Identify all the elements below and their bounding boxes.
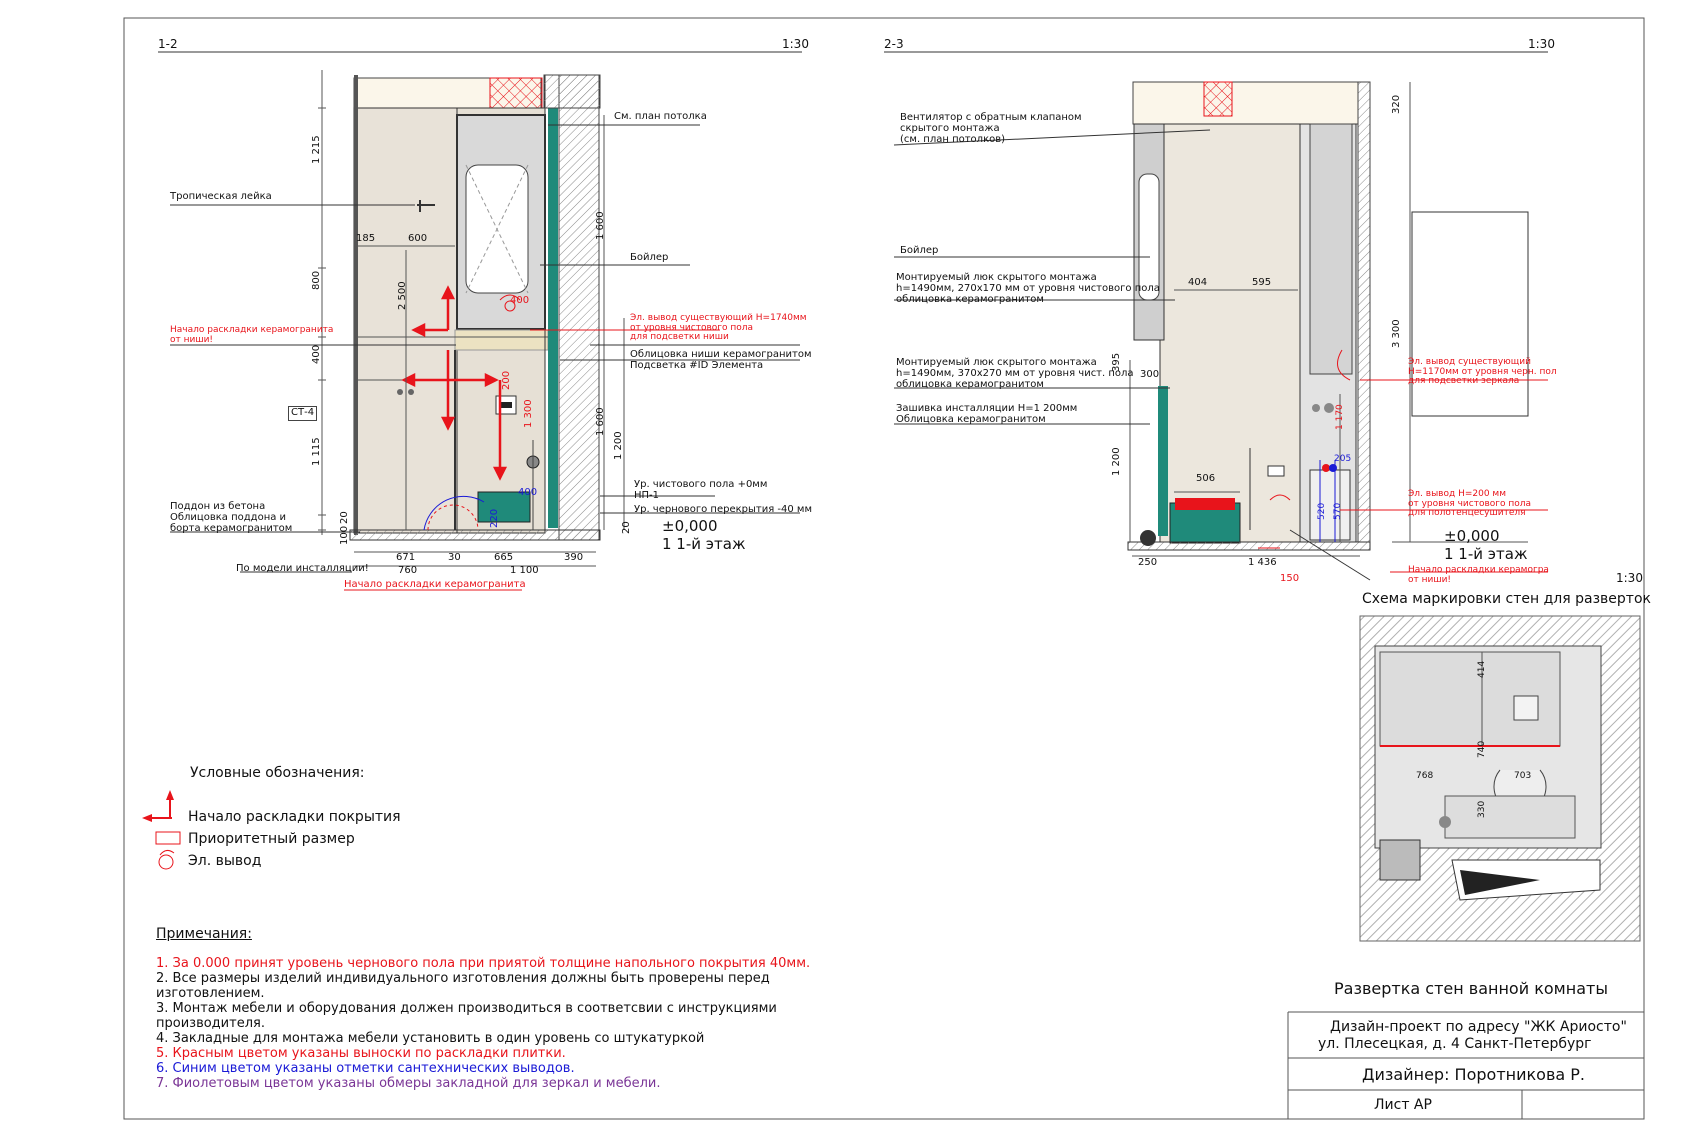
project-line-2: ул. Плесецкая, д. 4 Санкт-Петербург — [1318, 1036, 1592, 1052]
sheet-title: Развертка стен ванной комнаты — [1334, 979, 1608, 998]
note-item: 6. Синим цветом указаны отметки сантехнических выводов. — [156, 1061, 575, 1076]
dim-20b: 20 — [621, 521, 632, 534]
dim-1200: 1 200 — [613, 431, 624, 460]
dim-1600b: 1 600 — [595, 407, 606, 436]
legend-title: Условные обозначения: — [190, 765, 365, 781]
label-installation: Зашивка инсталляции Н=1 200мм Облицовка керамогранитом — [896, 403, 1078, 425]
note-item: 7. Фиолетовым цветом указаны обмеры закладной для зеркал и мебели. — [156, 1076, 661, 1091]
dim-414: 414 — [1477, 660, 1487, 678]
dim-200: 200 — [501, 370, 512, 390]
dim-1300: 1 300 — [523, 399, 534, 428]
label-floor-1-left: 1 1-й этаж — [662, 535, 746, 553]
label-tropical-shower: Тропическая лейка — [170, 191, 272, 202]
dim-185: 185 — [356, 233, 376, 244]
dim-600: 600 — [408, 233, 428, 244]
sheet-number: Лист АР — [1374, 1097, 1432, 1113]
label-boiler-left: Бойлер — [630, 252, 669, 263]
note-item: 2. Все размеры изделий индивидуального изготовления должны быть проверены перед изготовлением. — [156, 971, 770, 1001]
dim-150: 150 — [1280, 573, 1300, 584]
note-item: 4. Закладные для монтажа мебели установить в один уровень со штукатуркой — [156, 1031, 705, 1046]
scale-left: 1:30 — [782, 37, 809, 51]
label-floor-1-right: 1 1-й этаж — [1444, 545, 1528, 563]
label-fan: Вентилятор с обратным клапаном скрытого монтажа (см. план потолков) — [900, 112, 1082, 145]
project-line-1: Дизайн-проект по адресу "ЖК Ариосто" — [1330, 1019, 1627, 1035]
note-item: 3. Монтаж мебели и оборудования должен производиться в соответсвии с инструкциями производителя. — [156, 1001, 777, 1031]
legend-layout-start: Начало раскладки покрытия — [188, 809, 401, 825]
dim-390: 390 — [564, 552, 584, 563]
label-zero-left: ±0,000 — [662, 517, 718, 535]
label-tray: Поддон из бетона Облицовка поддона и борта керамогранитом — [170, 501, 293, 534]
dim-30: 30 — [448, 552, 461, 563]
note-item: 5. Красным цветом указаны выноски по раскладки плитки. — [156, 1046, 566, 1061]
dim-300: 300 — [1140, 369, 1160, 380]
note-item: 1. За 0.000 принят уровень чернового пола при приятой толщине напольного покрытия 40мм. — [156, 956, 811, 971]
label-tile-start-niche: Начало раскладки керамогранита от ниши! — [170, 325, 334, 345]
dim-220: 220 — [489, 508, 500, 528]
label-ct4: СТ-4 — [288, 406, 317, 421]
label-el-mirror: Эл. вывод существующий Н=1170мм от уровня черн. пол для подсветки зеркала — [1408, 357, 1557, 387]
dim-1600a: 1 600 — [595, 211, 606, 240]
dim-330: 330 — [1477, 800, 1487, 818]
dim-703: 703 — [1514, 771, 1532, 781]
dim-800: 800 — [311, 270, 322, 290]
dim-400-blue: 400 — [518, 487, 538, 498]
dim-20: 20 — [339, 511, 350, 524]
dim-400: 400 — [311, 344, 322, 364]
dim-205: 205 — [1334, 454, 1352, 464]
label-floor-finish: Ур. чистового пола +0мм НП-1 — [634, 479, 768, 501]
dim-1215: 1 215 — [311, 135, 322, 164]
dim-1200-right: 1 200 — [1111, 447, 1122, 476]
dim-595: 595 — [1252, 277, 1272, 288]
dim-760: 760 — [398, 565, 418, 576]
label-el-towel: Эл. вывод Н=200 мм от уровня чистового пола для полотенцесушителя — [1408, 489, 1532, 519]
section-label-left: 1-2 — [158, 37, 178, 51]
scheme-title: Схема маркировки стен для разверток — [1362, 591, 1651, 607]
dim-404: 404 — [1188, 277, 1208, 288]
label-hatch-2: Монтируемый люк скрытого монтажа h=1490мм, 370х270 мм от уровня чист. пола облицовка керамогранитом — [896, 357, 1134, 390]
notes-title: Примечания: — [156, 926, 252, 942]
legend-el-outlet: Эл. вывод — [188, 853, 262, 869]
scale-scheme: 1:30 — [1616, 571, 1643, 585]
dim-1100: 1 100 — [510, 565, 539, 576]
label-hatch-1: Монтируемый люк скрытого монтажа h=1490мм, 270х170 мм от уровня чистового пола облицовка керамогранитом — [896, 272, 1160, 305]
dim-3300: 3 300 — [1391, 319, 1402, 348]
dim-1436: 1 436 — [1248, 557, 1277, 568]
dim-250: 250 — [1138, 557, 1158, 568]
dim-100: 100 — [339, 525, 350, 545]
dim-665: 665 — [494, 552, 514, 563]
label-niche-cladding: Облицовка ниши керамогранитом Подсветка #ID Элемента — [630, 349, 812, 371]
dim-1115: 1 115 — [311, 437, 322, 466]
designer: Дизайнер: Поротникова Р. — [1362, 1065, 1585, 1084]
dim-395: 395 — [1111, 352, 1122, 372]
dim-506: 506 — [1196, 473, 1216, 484]
dim-400-red: 400 — [510, 295, 530, 306]
dim-768: 768 — [1416, 771, 1434, 781]
scale-right: 1:30 — [1528, 37, 1555, 51]
label-tile-start-right: Начало раскладки керамогра от ниши! — [1408, 565, 1549, 585]
dim-520: 520 — [1317, 502, 1327, 520]
label-zero-right: ±0,000 — [1444, 527, 1500, 545]
dim-570: 570 — [1333, 502, 1343, 520]
section-label-right: 2-3 — [884, 37, 904, 51]
dim-320: 320 — [1391, 94, 1402, 114]
label-installation-model: По модели инсталляции! — [236, 563, 369, 574]
wall-marking-scheme — [1360, 616, 1640, 941]
label-boiler-right: Бойлер — [900, 245, 939, 256]
legend-priority-dimension: Приоритетный размер — [188, 831, 355, 847]
label-ceiling-plan: См. план потолка — [614, 111, 707, 122]
legend-symbols — [142, 790, 180, 869]
dim-2500: 2 500 — [397, 281, 408, 310]
label-tile-start-left: Начало раскладки керамогранита — [344, 579, 526, 590]
label-rough-floor: Ур. чернового перекрытия -40 мм — [634, 504, 813, 515]
dim-671: 671 — [396, 552, 416, 563]
dim-1170: 1 170 — [1335, 404, 1345, 430]
label-el-outlet-left: Эл. вывод существующий Н=1740мм от уровня чистового пола для подсветки ниши — [630, 313, 807, 343]
dim-740: 740 — [1477, 740, 1487, 758]
